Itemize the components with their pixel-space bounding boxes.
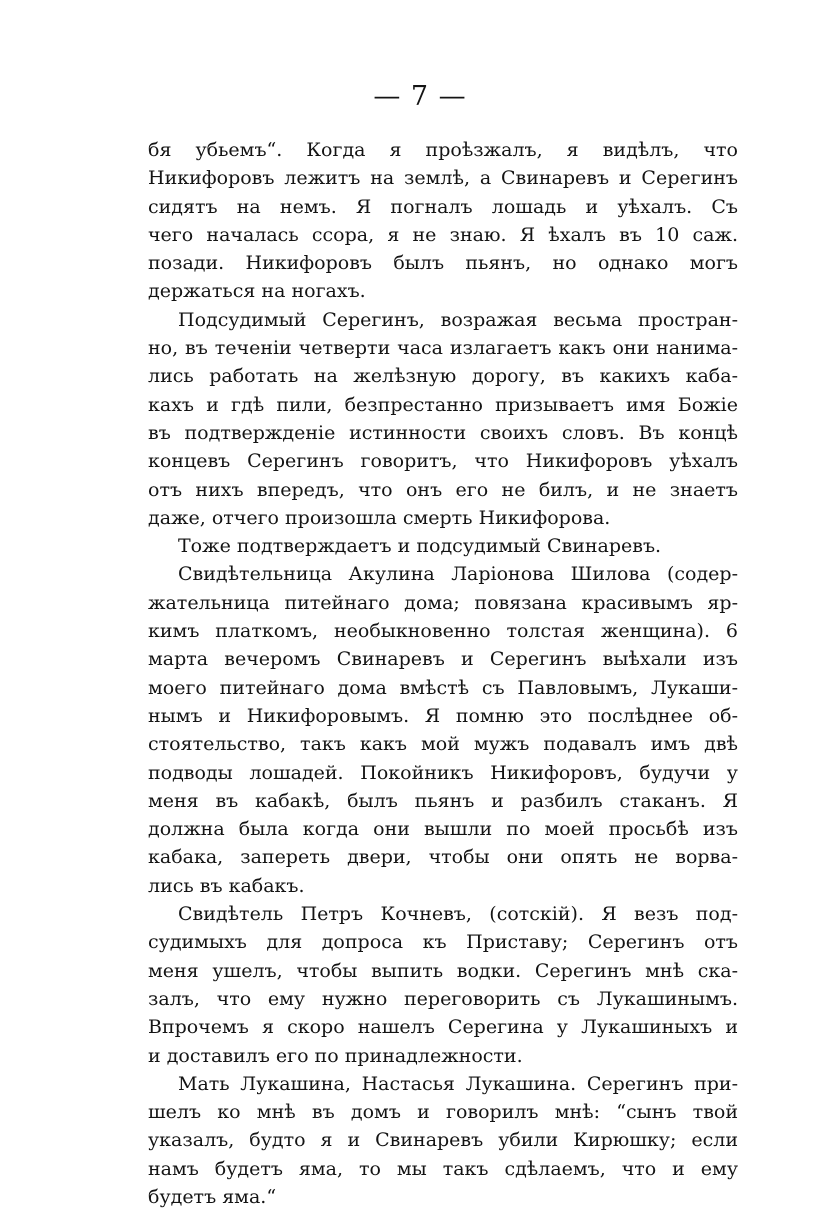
paragraph-3 [148,532,738,560]
text-line: бя убьемъ“. Когда я проѣзжалъ, я видѣлъ, что [148,139,738,161]
text-line: и доставилъ его по принадлежности. [148,1044,523,1067]
text-line: жательница питейнаго дома; повязана красивымъ яр- [148,591,738,614]
text-line: Свидѣтель Петръ Кочневъ, (сотскій). Я везъ под- [178,903,738,926]
text-line: меня ушелъ, чтобы выпить водки. Серегинъ мнѣ ска- [148,959,738,982]
text-line: даже, отчего произошла смерть Никифорова. [148,506,611,529]
text-line: нымъ и Никифоровымъ. Я помню это послѣднее об- [148,704,738,727]
text-line: кимъ платкомъ, необыкновенно толстая женщина). 6 [148,620,738,643]
text-line: чего началась ссора, я не знаю. Я ѣхалъ въ 10 саж. [148,223,738,246]
text-line: намъ будетъ яма, то мы такъ сдѣлаемъ, что и ему [148,1157,738,1180]
text-line: въ подтвержденіе истинности своихъ словъ. Въ концѣ [148,421,738,444]
text-line: отъ нихъ впередъ, что онъ его не билъ, и не знаетъ [148,478,738,501]
text-line: залъ, что ему нужно переговорить съ Лукашинымъ. [148,987,738,1010]
text-line: держаться на ногахъ. [148,280,366,303]
text-line: марта вечеромъ Свинаревъ и Серегинъ выѣхали изъ [148,648,738,671]
text-line: кабака, запереть двери, чтобы они опять не ворва- [148,846,738,869]
text-line: лись работать на желѣзную дорогу, въ какихъ каба- [148,365,738,388]
page-number: — 7 — [373,81,467,112]
text-line: указалъ, будто я и Свинаревъ убили Кирюшку; если [148,1129,738,1152]
text-line: будетъ яма.“ [148,1185,277,1208]
text-line: концевъ Серегинъ говоритъ, что Никифоровъ уѣхалъ [148,450,738,473]
text-line: Мать Лукашина, Настасья Лукашина. Серегинъ при- [178,1072,738,1095]
text-line: Никифоровъ лежитъ на землѣ, а Свинаревъ и Серегинъ [148,167,738,190]
text-line: Свидѣтельница Акулина Ларіонова Шилова (содер- [178,563,738,586]
paragraph-2 [148,306,738,532]
text-line: лись въ кабакъ. [148,874,305,897]
text-line: Тоже подтверждаетъ и подсудимый Свинаревъ. [178,535,662,558]
text-line: шелъ ко мнѣ въ домъ и говорилъ мнѣ: “сынъ твой [148,1101,738,1124]
text-line: судимыхъ для допроса къ Приставу; Серегинъ отъ [148,931,738,954]
paragraph-5 [148,900,738,1070]
text-line: Впрочемъ я скоро нашелъ Серегина у Лукашиныхъ и [148,1016,738,1039]
text-line: сидятъ на немъ. Я погналъ лошадь и уѣхалъ. Съ [148,195,738,218]
text-line: подводы лошадей. Покойникъ Никифоровъ, будучи у [148,761,738,784]
body-text [148,136,738,1211]
paragraph-1 [148,136,738,306]
text-line: но, въ теченіи четверти часа излагаетъ какъ они нанима- [148,337,738,360]
text-line: моего питейнаго дома вмѣстѣ съ Павловымъ, Лукаши- [148,676,738,699]
text-line: должна была когда они вышли по моей просьбѣ изъ [148,818,738,841]
paragraph-4 [148,560,738,900]
text-line: стоятельство, такъ какъ мой мужъ подавалъ имъ двѣ [148,733,738,756]
text-line: Подсудимый Серегинъ, возражая весьма простран- [178,308,738,331]
paragraph-6 [148,1070,738,1211]
text-line: позади. Никифоровъ былъ пьянъ, но однако могъ [148,252,738,275]
text-line: меня въ кабакѣ, былъ пьянъ и разбилъ стаканъ. Я [148,789,738,812]
text-line: кахъ и гдѣ пили, безпрестанно призываетъ имя Божіе [148,393,738,416]
